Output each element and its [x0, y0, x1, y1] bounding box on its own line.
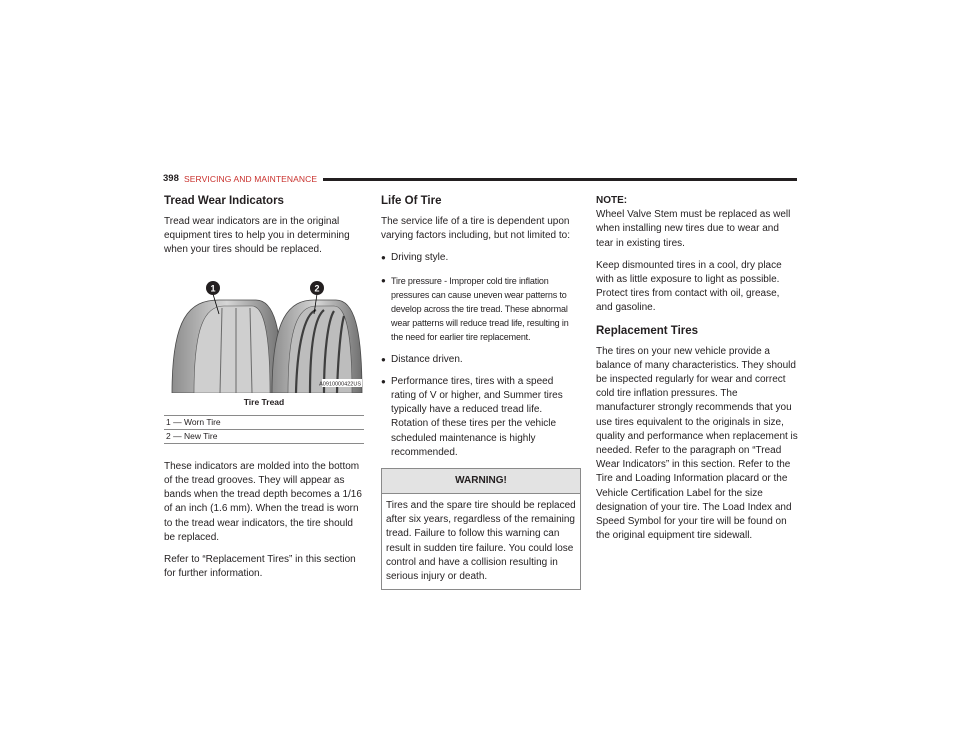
tread-wear-intro: Tread wear indicators are in the original equipment tires to help you in determining when your tires should be replaced. [164, 216, 350, 256]
list-item: ● Tire pressure - Improper cold tire inflation pressures can cause uneven wear patterns to develop across the tire tread. These abnormal wear patterns will reduce tread life, resulting in the need for earlier tire replacement. [381, 275, 569, 343]
note-body: Wheel Valve Stem must be replaced as well when installing new tires due to wear and tear in existing tires. [596, 209, 791, 249]
section-title: SERVICING AND MAINTENANCE [184, 173, 318, 184]
life-of-tire-intro: The service life of a tire is dependent upon varying factors including, but not limited to: [381, 216, 570, 242]
list-item: ● Driving style. [381, 251, 581, 265]
warning-body: Tires and the spare tire should be replaced after six years, regardless of the remaining tread. Failure to follow this warning can result in sudden tire failure. You could lose control and have a collision resulting in serious injury or death. [386, 500, 576, 583]
tire-tread-illustration [164, 278, 364, 393]
column-right [596, 194, 798, 551]
refer-replacement-tires: Refer to “Replacement Tires” in this section for further information. [164, 554, 356, 580]
bullet-icon: ● [381, 354, 386, 364]
figure-code: A0910000422US [319, 381, 361, 388]
legend-item-worn-tire: 1 — Worn Tire [166, 416, 221, 427]
bullet-icon: ● [381, 275, 386, 285]
callout-1-label: 1 [210, 283, 216, 294]
header-rule [323, 178, 797, 181]
tread-indicator-explanation: These indicators are molded into the bottom of the tread grooves. They will appear as bands when the tread depth becomes a 1/16 of an inch (1.6 mm). When the tread is worn to the tread wear indicators, the tire should be replaced. [164, 460, 362, 543]
page-number: 398 [163, 173, 179, 184]
column-middle [381, 194, 581, 590]
tire-life-factors-list [381, 251, 581, 460]
figure-caption: Tire Tread [243, 396, 285, 407]
note-label: NOTE: [596, 195, 628, 206]
storage-instructions: Keep dismounted tires in a cool, dry place with as little exposure to light as possible. Protect tires from contact with oil, grease, and gasoline. [596, 259, 782, 314]
heading-tread-wear-indicators: Tread Wear Indicators [164, 195, 284, 207]
bullet-icon: ● [381, 376, 386, 386]
callout-2-label: 2 [314, 283, 320, 294]
bullet-icon: ● [381, 253, 386, 263]
list-item: ● Distance driven. [381, 353, 581, 367]
legend-item-new-tire: 2 — New Tire [164, 429, 364, 443]
tire-tread-figure [164, 278, 364, 393]
figure-legend [164, 415, 364, 444]
heading-replacement-tires: Replacement Tires [596, 324, 699, 337]
replacement-tires-body: The tires on your new vehicle provide a balance of many characteristics. They should be inspected regularly for wear and correct cold tire inflation pressures. The manufacturer strongly recommends that you use tires equivalent to the originals in size, quality and performance when replacement is needed. Refer to the paragraph on “Tread Wear Indicators” in this section. Refer to the Tire and Loading Information placard or the Vehicle Certification Label for the size designation of your tire. The Load Index and Speed Symbol for your tire will be found on the original equipment tire sidewall. [596, 345, 798, 542]
page-header [163, 173, 797, 185]
worn-tire-graphic [172, 300, 282, 393]
warning-box [381, 468, 581, 590]
warning-title: WARNING! [382, 469, 580, 494]
list-item: ● Performance tires, tires with a speed rating of V or higher, and Summer tires typically have a reduced tread life. Rotation of these tires per the vehicle scheduled maintenance is highly recommended. [381, 375, 563, 458]
column-left [164, 194, 364, 589]
heading-life-of-tire: Life Of Tire [381, 195, 442, 207]
